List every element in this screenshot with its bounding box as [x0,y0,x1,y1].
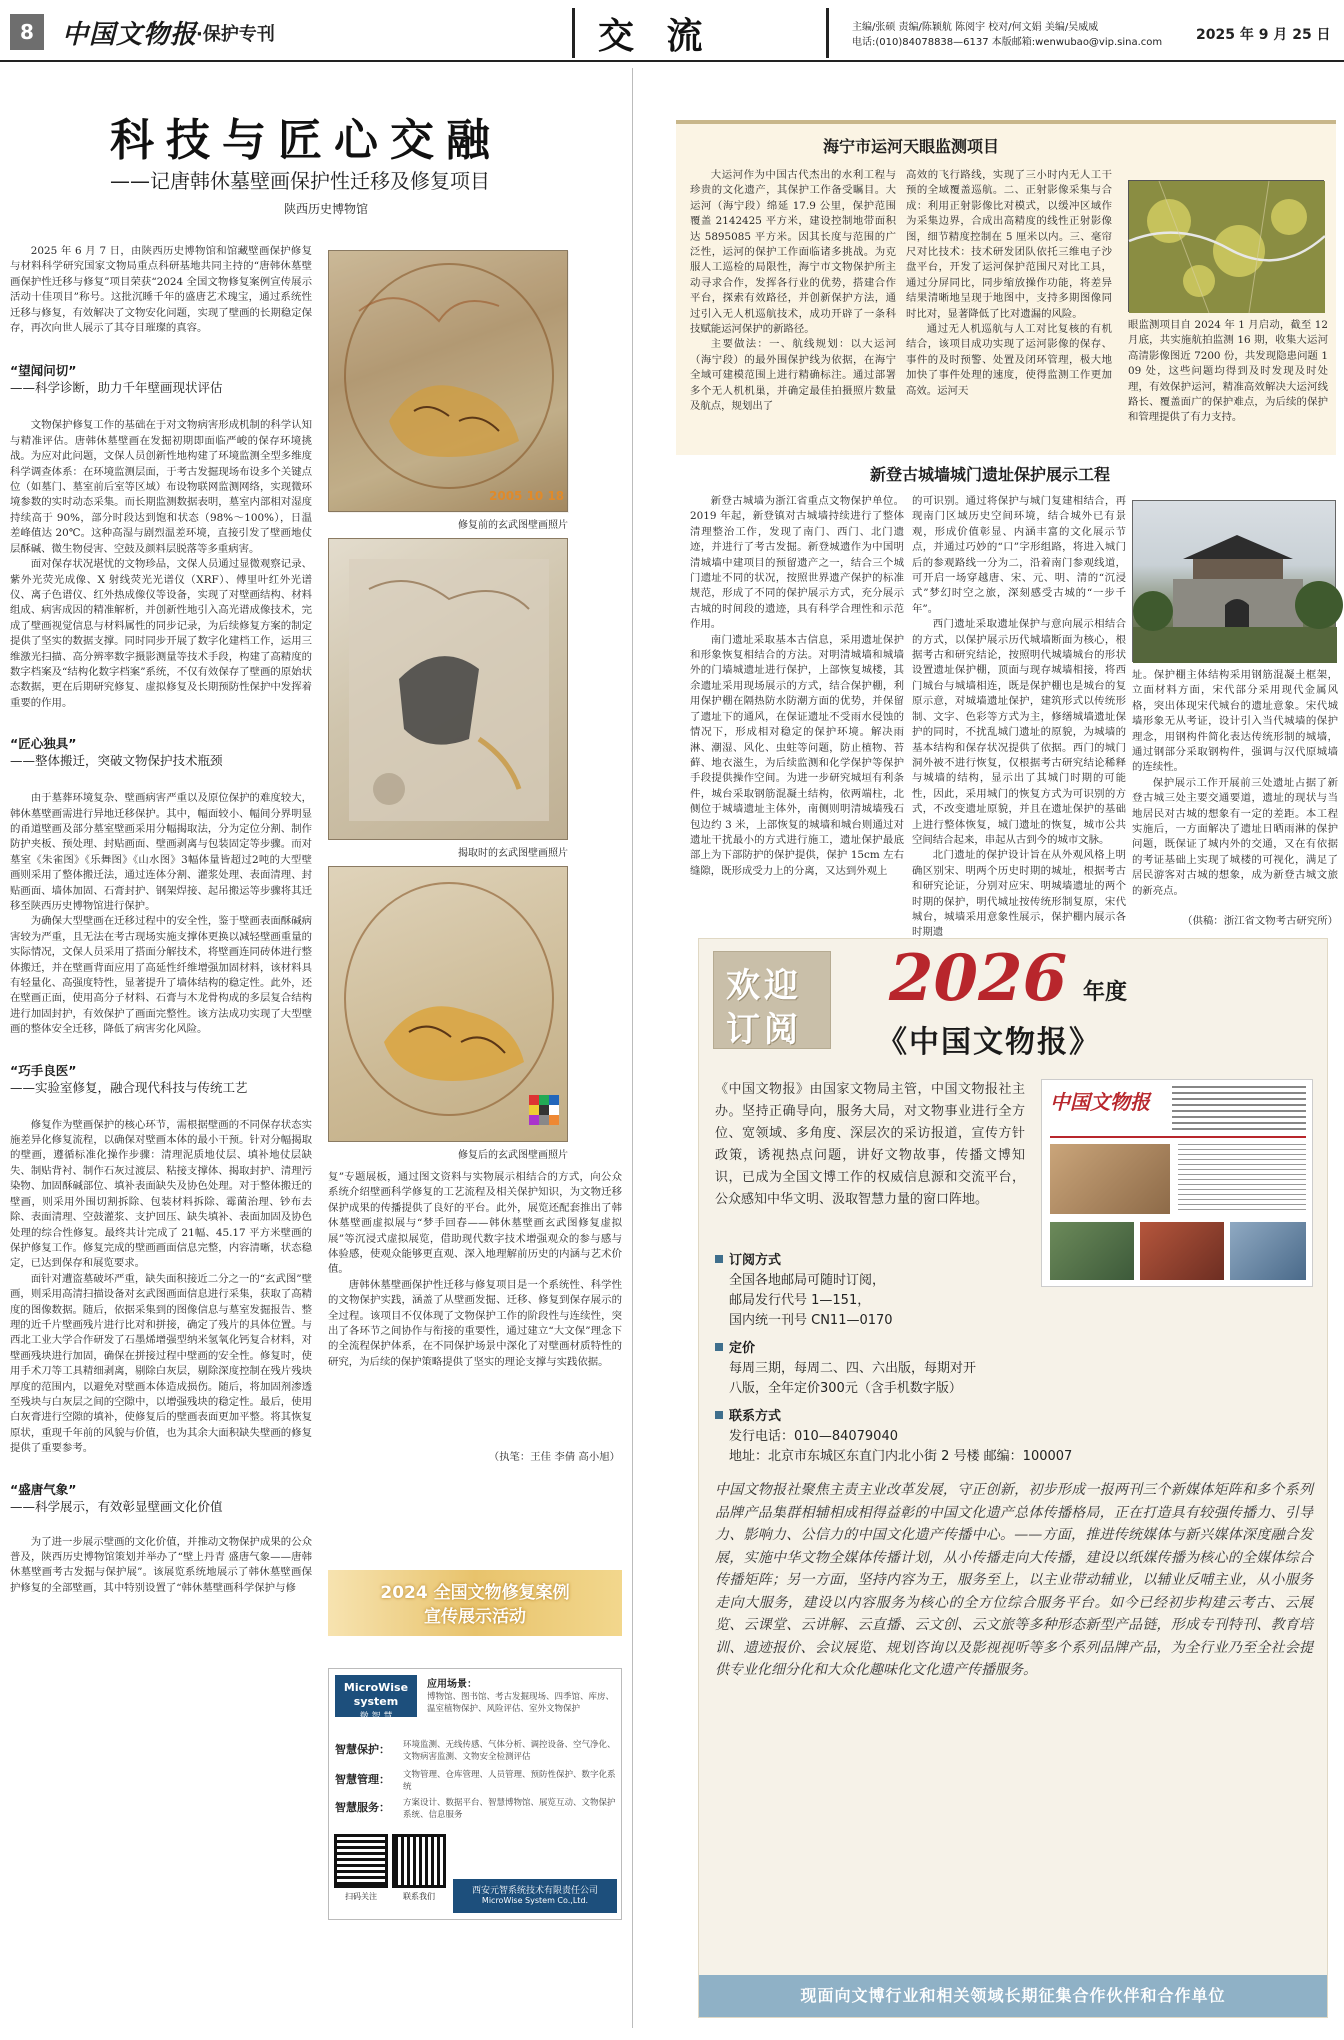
lead-byline: 陕西历史博物馆 [284,202,369,216]
photo-date-stamp: 2005 10 18 [489,489,565,503]
section-3-para: 面针对遭盗墓破坏严重，缺失面积接近二分之一的“玄武图”壁画，则采用高清扫描设备对玄武图画面信息进行采集，获取了高精度的图像数据。随后，依据采集到的图像信息与墓室发掘报告、整理的近千片壁画残片进行比对和拼接，确定了残片的具体位置。与西北工业大学合作研发了石墨烯增强型纳米氢氧化钙复合材料，对壁画残块进行加固，确保在拼接过程中壁画的安全性。修复时，使用手术刀等工具精细剥离，剔除白灰层，剔除深度控制在残片残块厚度的范围内，以避免对壁画本体造成损伤。随后，将加固剂渗透至残块与白灰层之间的空隙中，以增强残块的稳定性。最后，使用白灰膏进行空隙的填补，使修复后的壁画表面更加平整。将其恢复原状，重现千年前的风貌与价值，也为其余大面积缺失壁画的修复提供了重要参考。 [10,1272,312,1455]
contact-label: 联系方式 [729,1409,782,1424]
how-icon [715,1255,723,1263]
xindeng-column-3 [1132,668,1338,914]
haining-para: 大运河作为中国古代杰出的水利工程与珍贵的文化遗产，其保护工作备受瞩目。大运河（海宁段）绵延 17.9 公里，保护范围覆盖 2142425 平方米，建设控制地带面积达 5895085 平方米。因其长度与范围的广泛性，运河的保护工作面临诸多挑战。为克服人工巡检的局限性，海宁市文物保护所主动寻求合作，发挥各行业的优势，搭建合作平台，探索有效路径，并创新保护方法，通过引入无人机巡航技术，成功开辟了一条科技赋能运河保护的新路径。 [690,169,896,336]
continuation-para: 复”专题展板，通过图文资料与实物展示相结合的方式，向公众系统介绍壁画科学修复的工艺流程及相关保护知识，为文物迁移保护成果的传播提供了良好的平台。此外，展览还配套推出了韩休墓壁画虚拟展与“梦手回春——韩休墓壁画玄武图修复虚拟展”等沉浸式虚拟展览，借助现代数字技术增强观众的参与感与体验感，使观众能够更直观、深入地理解前历史的内涵与艺术价值。 [328,1171,622,1276]
mini-red-rule [1050,1136,1306,1138]
xindeng-para: 北门遗址的保护设计旨在从外观风格上明确区别宋、明两个历史时期的城址，根据考古和研究论证，分别对应宋、明城墙遗址的两个时期的保护，明代城址按传统形制复原，宋代城台，城墙采用意象性展示，保护棚内展示各时期遗 [912,849,1126,939]
price-label: 定价 [729,1341,756,1356]
section-1-title: “望闻问切” [10,363,77,379]
ad-scenes-title: 应用场景： [427,1679,477,1690]
promo-year: 2026 [889,941,1068,1016]
mini-photo [1140,1222,1224,1280]
lead-intro: 2025 年 6 月 7 日，由陕西历史博物馆和馆藏壁画保护修复与材料科学研究国家文物局重点科研基地共同主持的“唐韩休墓壁画保护性迁移与修复”项目荣获“2024 全国文物修复案例宣传展示活动十佳项目”称号。这批沉睡千年的盛唐艺术瑰宝，通过系统性迁移与修复，有效解决了文物安化问题，实现了壁画的长期稳定保存，再次向世人展示了其夺目璀璨的真容。 [10,245,312,335]
xindeng-para: 的可识别。通过将保护与城门复建相结合，再现南门区域历史空间环境，结合城外已有景观，形成价值彰显、内涵丰富的文化展示节点，并通过巧妙的“口”字形组路，将进入城门后的参观路线一分为二，沿着南门参观线道，可开启一场穿越唐、宋、元、明、清的“沉浸式”梦幻时空之旅，深刻感受古城的“一步千年”。 [912,495,1126,615]
qr-code-icon [395,1837,443,1885]
masthead-divider-right [826,8,829,58]
ad-scenes: 博物馆、图书馆、考古发掘现场、四季馆、库房、温室植物保护、风险评估、室外文物保护 [427,1692,615,1714]
xindeng-column-1 [690,494,904,926]
banner-line-2: 宣传展示活动 [424,1607,526,1627]
banner-line-1: 2024 全国文物修复案例 [380,1583,570,1603]
subscribe-text: 订阅 [726,1010,802,1050]
section-suffix: ·保护专刊 [196,24,275,45]
city-gate-art [1133,501,1337,663]
mini-text-block [1178,1144,1306,1214]
contact-phone: 发行电话：010—84079040 [729,1429,898,1444]
masthead-divider-left [572,8,575,58]
xindeng-title: 新登古城墙城门遗址保护展示工程 [869,465,1110,484]
lead-column-1 [10,244,312,1924]
haining-column-2 [906,168,1112,453]
mural-photo-after-restoration [328,866,568,1142]
issue-date: 2025 年 9 月 25 日 [1196,27,1331,43]
price-icon [715,1343,723,1351]
credits-line-2: 电话:(010)84078838—6137 本版邮箱:wenwubao@vip.sina.com [852,37,1163,48]
mini-headline-block [1172,1086,1306,1130]
section-3-title: “巧手良医” [10,1062,77,1078]
masthead [0,0,1344,62]
mini-paper-logo: 中国文物报 [1050,1090,1150,1114]
caption-removal: 揭取时的玄武图壁画照片 [458,848,568,859]
price-line: 八版，全年定价300元（含手机数字版） [729,1381,962,1396]
section-4-subtitle: ——科学展示，有效彰显壁画文化价值 [10,1498,223,1514]
promo-paper-name: 《中国文物报》 [877,1025,1101,1060]
xindeng-para: 西门遗址采取遗址保护与意向展示相结合的方式，以保护展示历代城墙断面为核心，根据考古和研究结论，按照明代城墙城台的形状设置遗址保护棚，顶面与现存城墙相接，将西门城台与城墙相连，既是保护棚也是城台的复原示意，对城墙遗址保护，建筑形式以传统形制、文字、色彩等方式为主，修缮城墙遗址保护的同时，不扰乱城门遗址的原貌，为城墙的基本结构和保存状况提供了依据。西门的城门洞外被不进行恢复，仅根据考古研究结论稀释与城墙的结构，显示出了其城门时期的可能性，因此，采用城门的恢复方式为可识别的方式，不改变遗址原貌，并且在遗址保护的基础上进行整体恢复，城门遗址的恢复，城市公共空间结合起来，串起从古到今的城市文脉。 [912,618,1126,846]
vertical-divider [632,68,633,2028]
mural-removal-art [329,539,569,841]
xindeng-para: 南门遗址采取基本古信息，采用遗址保护和形象恢复相结合的方法。对明清城墙和城墙外的门墙城遗址进行保护，上部恢复城楼，其余遗址采用现场展示的方式，结合保护棚，利用保护棚在隔热防水防潮方面的优势，并保留了遗址下的通风，在保证遗址不受雨水侵蚀的情况下，形成相对稳定的保护环境。解决雨淋、潮湿、风化、虫蛀等问题，防止植物、苔藓、地衣滋生，为后续监测和化学保护等保护手段提供操作空间。为进一步研究城垣有利条件，城台采取钢筋混凝土结构，依两端柱，北侧位于城墙遗址主体外，南侧则明清城墙残石包边约 3 米，上部恢复的城墙和城台则通过对遗址干扰最小的方式进行施工，遗址保护最底部上为下部防护的保护提供，保护 15cm 左右缝隙，既形成受力上的分离，又达到外观上 [690,633,904,877]
lead-column-2 [328,1170,622,1440]
haining-canal-map [1128,180,1324,312]
ad-company-box [453,1879,617,1913]
mini-photo [1230,1222,1306,1280]
section-2-para: 为确保大型壁画在迁移过程中的安全性，鉴于壁画表面酥碱病害较为严重，且无法在考古现场实施支撑体更换以减轻壁画重量的实际情况，文保人员采用了搭面分解技术，将壁画连同砖体进行整体搬迁，并在壁画背面应用了高延性纤维增强加固材料，该材料具有轻量化、高强度特性，显著提升了墙体结构的稳定性。此外，还在壁画正面，使用高分子材料、石膏与木龙骨构成的多层复合结构进行加固封护，有效保护了画面完整性。该方法成功实现了大型壁画的整体安全迁移，降低了病害劣化风险。 [10,915,312,1036]
haining-panel [676,120,1336,455]
haining-para: 高效的飞行路线，实现了三小时内无人工干预的全域覆盖巡航。二、正射影像采集与合成：利用正射影像比对模式，以缓冲区域作为采集边界，合成出高精度的线性正射影像图，细节精度控制在 5 厘米以内。三、毫帘尺对比技术：技术研发团队依托三维电子沙盘平台，开发了运河保护范围尺对比工具，通过分屏同比，同步缩放操作功能，将差异结果清晰地呈现于地图中，支持多期图像同时比对，显著降低了比对遗漏的风险。 [906,169,1112,320]
mural-photo-before-restoration [328,250,568,512]
ad-row-1-label: 智慧保护： [335,1743,390,1756]
ad-company: 西安元智系统技术有限责任公司 [471,1886,598,1896]
section-4-para: 为了进一步展示壁画的文化价值，并推动文物保护成果的公众普及，陕西历史博物馆策划并举办了“壁上丹青 盛唐气象——唐韩休墓壁画考古发掘与保护展”。该展览系统地展示了韩休墓壁画保护修复的全部壁画，其中特别设置了“韩休墓壁画科学保护与修 [10,1535,312,1594]
page-number: 8 [10,14,44,50]
section-4-title: “盛唐气象” [10,1481,77,1497]
ad-row-2-label: 智慧管理： [335,1773,390,1786]
authors-line: （执笔：王佳 李倩 高小旭） [488,1451,620,1463]
restoration-campaign-banner [328,1570,622,1636]
xindeng-para: 址。保护棚主体结构采用钢筋混凝土框架，立面材料方面，宋代部分采用现代金属风格，突出体现宋代城台的遗址意象。宋代城墙形象无从考证，设计引入当代城墙的保护理念，用钢构件简化表达传统形制的城墙，通过钢部分采取钢构件，强调与汉代原城墙的连续性。 [1132,669,1338,774]
newspaper-thumbnail [1041,1079,1313,1287]
how-line: 国内统一刊号 CN11—0170 [729,1313,893,1328]
haining-column-1 [690,168,896,453]
qr-2-label: 联系我们 [403,1892,435,1901]
promo-footer: 现面向文博行业和相关领域长期征集合作伙伴和合作单位 [699,1975,1327,2017]
haining-para: 主要做法：一、航线规划：以大运河（海宁段）的最外围保护线为依据，在海宁全域可建模范围上进行精确标注。通过部署多个无人机机巢，并确定最佳拍摄照片数量及航点，规划出了 [690,338,896,413]
ad-row-1-text: 环境监测、无线传感、气体分析、调控设备、空气净化、文物病害监测、文物安全检测评估 [403,1740,616,1762]
lead-title: 科技与匠心交融 [110,115,502,166]
mini-photo [1050,1222,1134,1280]
how-line: 邮局发行代号 1—151， [729,1293,871,1308]
section-1-para: 文物保护修复工作的基础在于对文物病害形成机制的科学认知与精准评估。唐韩休墓壁画在发掘初期即面临严峻的保存环境挑战。为应对此问题，文保人员创新性地构建了环境监测全型多维度科学调查体系：在环境监测层面，于考古发掘现场布设多个关键点位（如墓门、墓室前后室等区域）布设物联网监测网络，实现微环境参数的实时动态采集。而长期监测数据表明，墓室内部相对湿度持续高于 90%，部分时段达到饱和状态（98%～100%），日温差峰值达 20℃。这种高湿与剧烈温差环境，直接引发了壁画地仗层酥碱、微生物侵害、空鼓及颜料层脱落等多重病害。 [10,419,312,555]
section-1-para: 面对保存状况堪忧的文物珍品，文保人员通过显微观察记录、紫外光荧光成像、X 射线荧光光谱仪（XRF）、傅里叶红外光谱仪、离子色谱仪、红外热成像仪等设备，实现了对壁画结构、材料组成、病害成因的精准解析，并创新性地引入高光谱成像技术，完成了壁画视觉信息与材料属性的同步记录，为后续修复方案的制定提供了坚实的数据支撑。同时同步开展了数字化建档工作，运用三维激光扫描、高分辨率数字摄影测量等技术手段，构建了高精度的数字档案及“结构化数字档案”系统，不仅有效保存了壁画的原始状态数据，更在后期研究修复、虚拟修复及长期预防性保护中发挥着重要的作用。 [10,558,312,709]
qr-1-label: 扫码关注 [345,1892,377,1901]
conclusion-para: 唐韩休墓壁画保护性迁移与修复项目是一个系统性、科学性的文物保护实践，涵盖了从壁画发掘、迁移、修复到保存展示的全过程。该项目不仅体现了文物保护工作的阶段性与连续性，突出了各环节之间协作与衔接的重要性，通过建立“大文保”理念下的全流程保护体系，在不同保护场景中深化了对壁画材质特性的研究，为后续的保护策略提供了坚实的理论支撑与实践依据。 [328,1278,622,1368]
promo-year-suffix: 年度 [1083,980,1128,1005]
masthead-rule [0,60,1344,62]
haining-para: 通过无人机巡航与人工对比复核的有机结合，该项目成功实现了运河影像的保存、事件的及时预警、处置及闭环管理，极大地加快了事件处理的速度，使得监测工作更加高效。运河天 [906,323,1112,397]
contact-icon [715,1411,723,1419]
canal-map-art [1129,181,1325,313]
ad-row-3-text: 方案设计、数据平台、智慧博物馆、展览互动、文物保护系统、信息服务 [403,1798,616,1820]
subscription-promo [698,938,1328,2018]
section-2-title: “匠心独具” [10,736,77,752]
section-2-para: 由于墓葬环境复杂、壁画病害严重以及原位保护的难度较大，韩休墓壁画需进行异地迁移保护。其中，幅面较小、幅间分界明显的甬道壁画及部分墓室壁画采用分幅揭取法，分为定位分割、制作防护夹板、预处理、封贴画面、壁画剥离与包装固定等步骤。而对墓室《朱雀图》《乐舞图》《山水图》3幅体量皆超过2吨的大型壁画则采用了整体搬迁法，通过连体分割、灌浆处理、表面清理、封贴画面、墙体加固、石膏封护、钢架焊接、起吊搬运等步骤将其迁移至陕西历史博物馆进行保护。 [10,792,312,912]
microwise-brand-cn: 微 智 慧 [359,1712,393,1722]
ad-company-en: MicroWise System Co.,Ltd. [481,1896,589,1905]
ad-row-3-label: 智慧服务： [335,1801,390,1814]
xindeng-para: 保护展示工作开展前三处遗址占据了新登古城三处主要交通要道，遗址的现状与当地居民对古城的想象有一定的差距。本工程实施后，一方面解决了遗址日晒雨淋的保护问题，既保证了城内外的交通，又在有依据的考证基础上实现了城楼的可视化，满足了居民游客对古城的想象，成为新登古城文旅的新亮点。 [1132,776,1338,897]
welcome-text: 欢迎 [726,966,802,1006]
section-1-subtitle: ——科学诊断，助力千年壁画现状评估 [10,380,223,396]
column-name: 交 流 [598,16,713,57]
promo-intro: 《中国文物报》由国家文物局主管，中国文物报社主办。坚持正确导向，服务大局，对文物事业进行全方位、宽领域、多角度、深层次的采访报道，宣传方针政策，诱视热点问题，讲好文物故事，传播文博知识，已成为全国文博工作的权威信息源和交流平台，公众感知中华文明、汲取智慧力量的窗口阵地。 [715,1082,1025,1207]
microwise-ad [328,1668,622,1920]
mural-before-art [329,251,569,513]
color-checker-icon [529,1095,559,1125]
caption-after: 修复后的玄武图壁画照片 [458,1150,568,1161]
xindeng-column-2 [912,494,1126,939]
city-gate-photo [1132,500,1336,662]
caption-before: 修复前的玄武图壁画照片 [458,520,568,531]
ad-row-2-text: 文物管理、仓库管理、人员管理、预防性保护、数字化系统 [403,1770,616,1792]
promo-body: 中国文物报社聚焦主责主业改革发展，守正创新，初步形成一报两刊三个新媒体矩阵和多个系列品牌产品集群相辅相成相得益彰的中国文化遗产总体传播格局，正在打造具有较强传播力、引导力、影响力、公信力的中国文化遗产传播中心。——方面，推进传统媒体与新兴媒体深度融合发展，实施中华文物全媒体传播计划，从小传播走向大传播，建设以纸媒传播为核心的全媒体综合传播矩阵；另一方面，坚持内容为王，服务至上，以主业带动辅业，以辅业反哺主业，从小服务走向大服务，建设以内容服务为核心的全方位综合服务平台。如今已经初步构建云考古、云展览、云课堂、云讲解、云直播、云文创、云文旅等多种形态新型产品链，形成专刊特刊、教育培训、遗迹报价、会议展览、规划咨询以及影视视听等多个系列品牌产品，为全行业乃至全社会提供专业化细分化和大众化趣味化文化遗产传播服务。 [715,1482,1313,1678]
haining-title: 海宁市运河天眼监测项目 [822,137,999,156]
contact-address: 地址：北京市东城区东直门内北小街 2 号楼 邮编：100007 [729,1449,1073,1464]
mini-photo [1050,1144,1170,1214]
mural-photo-during-removal [328,538,568,840]
haining-map-caption: 眼监测项目自 2024 年 1 月启动，截至 12 月底，共实施航拍监测 16 期，收集大运河高清影像图近 7200 份，共发现隐患问题 109 处，这些问题均得到及时发现及时处理，有效保护运河，精准高效解决大运河线路长、覆盖面广的保护难点，为后续的保护和管理提供了有力支持。 [1128,319,1328,424]
section-3-subtitle: ——实验室修复，融合现代科技与传统工艺 [10,1079,248,1095]
xindeng-credit: （供稿：浙江省文物考古研究所） [1182,915,1338,927]
qr-code-icon [337,1837,385,1885]
credits-line-1: 主编/张硕 责编/陈颖航 陈阅宇 校对/何文娟 美编/吴威威 [852,22,1099,33]
microwise-brand: MicroWise system [343,1681,409,1708]
section-3-para: 修复作为壁画保护的核心环节，需根据壁画的不同保存状态实施差异化修复流程，以确保对壁画本体的最小干预。针对分幅揭取的壁画，遵循标准化操作步骤：清理泥质地仗层、填补地仗层缺失、制贴背衬、制作石灰过渡层、粘接支撑体、揭取封护、清理污染物、加固酥碱部位、填补表面缺失及协色处理。对于整体搬迁的壁画，则采用外围切割拆除、包装材料拆除、霉菌治理、钞布去除、表面清理、空鼓灌浆、支护回压、缺失填补、表面加固及协色处理的综合性修复。最终共计完成了 21幅、45.17 平方米壁画的保护修复工作。修复完成的壁画画面信息完整，内容清晰，状态稳定，已达到保存和展览要求。 [10,1118,312,1270]
section-2-subtitle: ——整体搬迁，突破文物保护技术瓶颈 [10,753,223,769]
mural-after-art [329,867,569,1143]
welcome-block [713,951,831,1049]
microwise-logo [335,1675,417,1722]
paper-name: 中国文物报 [62,20,198,50]
how-label: 订阅方式 [729,1253,782,1268]
xindeng-para: 新登古城墙为浙江省重点文物保护单位。2019 年起，新登镇对古城墙持续进行了整体清理整治工作，发现了南门、西门、北门遗迹，并进行了考古发掘。新登城遗作为中国明清城墙中建项目的预留遗产之一，结合三个城门遗址不同的状况，按照世界遗产保护的标准规范，形成了不同的保护展示方式，充分展示古城的时间段的遗迹，具有科学合理性和示范作用。 [690,495,904,631]
price-line: 每周三期，每周二、四、六出版，每期对开 [729,1361,977,1376]
lead-subtitle: ——记唐韩休墓壁画保护性迁移及修复项目 [110,169,490,193]
how-line: 全国各地邮局可随时订阅， [729,1273,886,1288]
